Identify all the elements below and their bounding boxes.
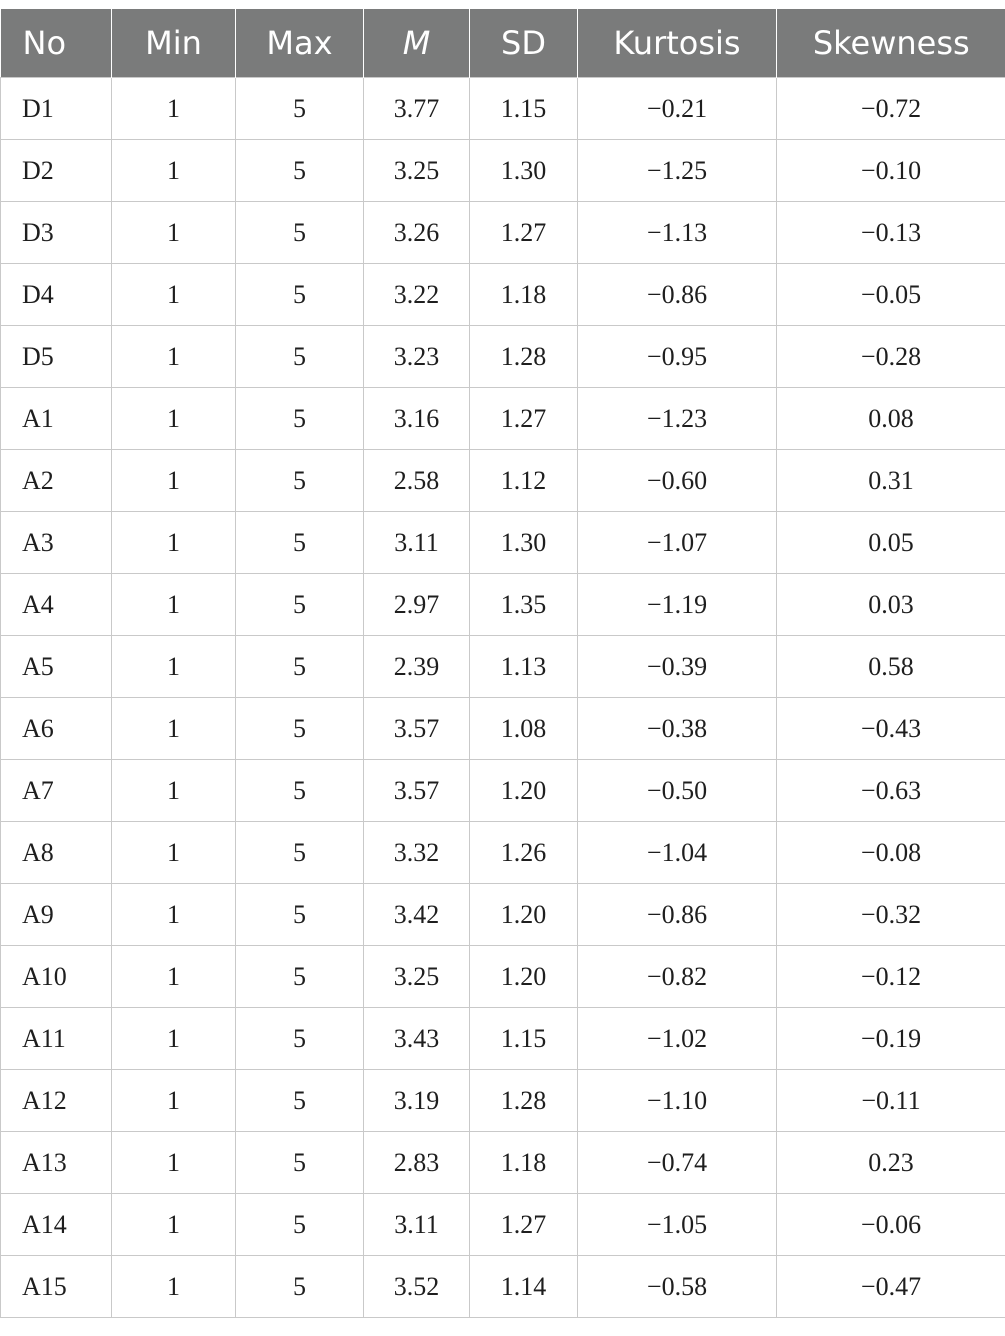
cell-max: 5 [236, 450, 364, 512]
table-row [1, 884, 1005, 946]
cell-sd: 1.26 [470, 822, 578, 884]
cell-no: D2 [1, 140, 112, 202]
cell-mean: 3.16 [364, 388, 470, 450]
cell-mean: 3.43 [364, 1008, 470, 1070]
cell-kurtosis: −0.58 [578, 1256, 777, 1318]
cell-mean: 3.11 [364, 512, 470, 574]
cell-sd: 1.20 [470, 760, 578, 822]
cell-kurtosis: −0.95 [578, 326, 777, 388]
cell-skewness: −0.28 [777, 326, 1005, 388]
cell-no: A4 [1, 574, 112, 636]
cell-kurtosis: −0.50 [578, 760, 777, 822]
cell-mean: 3.57 [364, 698, 470, 760]
table-row [1, 1070, 1005, 1132]
cell-sd: 1.20 [470, 884, 578, 946]
cell-kurtosis: −1.19 [578, 574, 777, 636]
cell-sd: 1.13 [470, 636, 578, 698]
cell-kurtosis: −1.02 [578, 1008, 777, 1070]
cell-max: 5 [236, 698, 364, 760]
table-row [1, 760, 1005, 822]
cell-skewness: −0.32 [777, 884, 1005, 946]
cell-sd: 1.08 [470, 698, 578, 760]
cell-max: 5 [236, 202, 364, 264]
table-row [1, 1132, 1005, 1194]
table-row [1, 1256, 1005, 1318]
cell-max: 5 [236, 388, 364, 450]
cell-no: A15 [1, 1256, 112, 1318]
cell-max: 5 [236, 1132, 364, 1194]
cell-max: 5 [236, 574, 364, 636]
cell-max: 5 [236, 1256, 364, 1318]
cell-mean: 3.11 [364, 1194, 470, 1256]
cell-min: 1 [112, 202, 236, 264]
cell-min: 1 [112, 140, 236, 202]
cell-max: 5 [236, 140, 364, 202]
table-row [1, 574, 1005, 636]
header-max: Max [236, 9, 364, 78]
cell-mean: 3.25 [364, 140, 470, 202]
table-row [1, 1194, 1005, 1256]
cell-sd: 1.12 [470, 450, 578, 512]
cell-sd: 1.28 [470, 1070, 578, 1132]
cell-max: 5 [236, 636, 364, 698]
descriptive-statistics-table [0, 9, 1005, 1318]
cell-skewness: −0.43 [777, 698, 1005, 760]
cell-min: 1 [112, 1008, 236, 1070]
cell-mean: 3.77 [364, 78, 470, 140]
cell-max: 5 [236, 760, 364, 822]
cell-sd: 1.35 [470, 574, 578, 636]
cell-skewness: −0.11 [777, 1070, 1005, 1132]
cell-max: 5 [236, 512, 364, 574]
table-row [1, 1008, 1005, 1070]
cell-skewness: −0.13 [777, 202, 1005, 264]
cell-skewness: −0.47 [777, 1256, 1005, 1318]
cell-mean: 3.22 [364, 264, 470, 326]
cell-no: A3 [1, 512, 112, 574]
cell-kurtosis: −0.86 [578, 264, 777, 326]
cell-kurtosis: −1.25 [578, 140, 777, 202]
cell-skewness: −0.06 [777, 1194, 1005, 1256]
cell-no: A14 [1, 1194, 112, 1256]
cell-max: 5 [236, 1008, 364, 1070]
cell-mean: 2.97 [364, 574, 470, 636]
cell-min: 1 [112, 512, 236, 574]
cell-no: D3 [1, 202, 112, 264]
cell-no: D4 [1, 264, 112, 326]
cell-max: 5 [236, 822, 364, 884]
table-row [1, 822, 1005, 884]
cell-min: 1 [112, 574, 236, 636]
cell-min: 1 [112, 1256, 236, 1318]
cell-skewness: −0.72 [777, 78, 1005, 140]
cell-kurtosis: −1.13 [578, 202, 777, 264]
cell-min: 1 [112, 264, 236, 326]
cell-min: 1 [112, 760, 236, 822]
cell-min: 1 [112, 388, 236, 450]
table-header [1, 9, 1005, 78]
cell-sd: 1.18 [470, 264, 578, 326]
cell-skewness: 0.08 [777, 388, 1005, 450]
cell-skewness: 0.05 [777, 512, 1005, 574]
cell-skewness: −0.19 [777, 1008, 1005, 1070]
cell-kurtosis: −0.86 [578, 884, 777, 946]
cell-min: 1 [112, 1132, 236, 1194]
cell-sd: 1.27 [470, 1194, 578, 1256]
cell-mean: 3.57 [364, 760, 470, 822]
cell-max: 5 [236, 78, 364, 140]
cell-kurtosis: −1.10 [578, 1070, 777, 1132]
table-row [1, 512, 1005, 574]
cell-no: A8 [1, 822, 112, 884]
header-sd: SD [470, 9, 578, 78]
cell-mean: 3.23 [364, 326, 470, 388]
cell-max: 5 [236, 326, 364, 388]
table-row [1, 264, 1005, 326]
cell-no: D5 [1, 326, 112, 388]
table-row [1, 140, 1005, 202]
table-row [1, 636, 1005, 698]
table-row [1, 946, 1005, 1008]
cell-sd: 1.28 [470, 326, 578, 388]
header-no: No [1, 9, 112, 78]
cell-sd: 1.18 [470, 1132, 578, 1194]
cell-skewness: −0.12 [777, 946, 1005, 1008]
cell-skewness: 0.31 [777, 450, 1005, 512]
table-row [1, 698, 1005, 760]
cell-no: A12 [1, 1070, 112, 1132]
cell-no: A5 [1, 636, 112, 698]
cell-kurtosis: −0.74 [578, 1132, 777, 1194]
table-row [1, 326, 1005, 388]
cell-kurtosis: −1.23 [578, 388, 777, 450]
cell-sd: 1.20 [470, 946, 578, 1008]
cell-min: 1 [112, 78, 236, 140]
cell-skewness: −0.63 [777, 760, 1005, 822]
cell-skewness: 0.23 [777, 1132, 1005, 1194]
cell-no: D1 [1, 78, 112, 140]
cell-max: 5 [236, 884, 364, 946]
cell-no: A6 [1, 698, 112, 760]
cell-min: 1 [112, 1070, 236, 1132]
header-mean: M [364, 9, 470, 78]
cell-min: 1 [112, 636, 236, 698]
cell-min: 1 [112, 1194, 236, 1256]
table-row [1, 450, 1005, 512]
cell-mean: 3.19 [364, 1070, 470, 1132]
cell-skewness: −0.10 [777, 140, 1005, 202]
cell-max: 5 [236, 946, 364, 1008]
cell-mean: 3.52 [364, 1256, 470, 1318]
cell-no: A9 [1, 884, 112, 946]
cell-min: 1 [112, 450, 236, 512]
cell-mean: 2.39 [364, 636, 470, 698]
cell-kurtosis: −0.38 [578, 698, 777, 760]
cell-mean: 3.25 [364, 946, 470, 1008]
header-skewness: Skewness [777, 9, 1005, 78]
header-row [1, 9, 1005, 78]
cell-min: 1 [112, 822, 236, 884]
cell-mean: 2.58 [364, 450, 470, 512]
cell-sd: 1.27 [470, 388, 578, 450]
cell-mean: 3.32 [364, 822, 470, 884]
cell-max: 5 [236, 1194, 364, 1256]
cell-mean: 2.83 [364, 1132, 470, 1194]
table-row [1, 388, 1005, 450]
cell-no: A2 [1, 450, 112, 512]
cell-sd: 1.27 [470, 202, 578, 264]
cell-min: 1 [112, 326, 236, 388]
cell-kurtosis: −0.82 [578, 946, 777, 1008]
cell-no: A10 [1, 946, 112, 1008]
cell-sd: 1.15 [470, 1008, 578, 1070]
cell-max: 5 [236, 264, 364, 326]
cell-skewness: 0.03 [777, 574, 1005, 636]
cell-kurtosis: −1.04 [578, 822, 777, 884]
cell-kurtosis: −0.60 [578, 450, 777, 512]
cell-sd: 1.30 [470, 140, 578, 202]
cell-mean: 3.26 [364, 202, 470, 264]
cell-no: A1 [1, 388, 112, 450]
cell-skewness: −0.08 [777, 822, 1005, 884]
cell-kurtosis: −1.07 [578, 512, 777, 574]
cell-skewness: 0.58 [777, 636, 1005, 698]
cell-min: 1 [112, 946, 236, 1008]
header-min: Min [112, 9, 236, 78]
header-kurtosis: Kurtosis [578, 9, 777, 78]
cell-mean: 3.42 [364, 884, 470, 946]
cell-sd: 1.15 [470, 78, 578, 140]
cell-kurtosis: −0.21 [578, 78, 777, 140]
cell-sd: 1.30 [470, 512, 578, 574]
cell-max: 5 [236, 1070, 364, 1132]
table-body [1, 78, 1005, 1318]
table-row [1, 78, 1005, 140]
table-row [1, 202, 1005, 264]
cell-no: A13 [1, 1132, 112, 1194]
cell-kurtosis: −0.39 [578, 636, 777, 698]
cell-min: 1 [112, 884, 236, 946]
cell-no: A11 [1, 1008, 112, 1070]
cell-skewness: −0.05 [777, 264, 1005, 326]
cell-kurtosis: −1.05 [578, 1194, 777, 1256]
cell-no: A7 [1, 760, 112, 822]
cell-min: 1 [112, 698, 236, 760]
cell-sd: 1.14 [470, 1256, 578, 1318]
